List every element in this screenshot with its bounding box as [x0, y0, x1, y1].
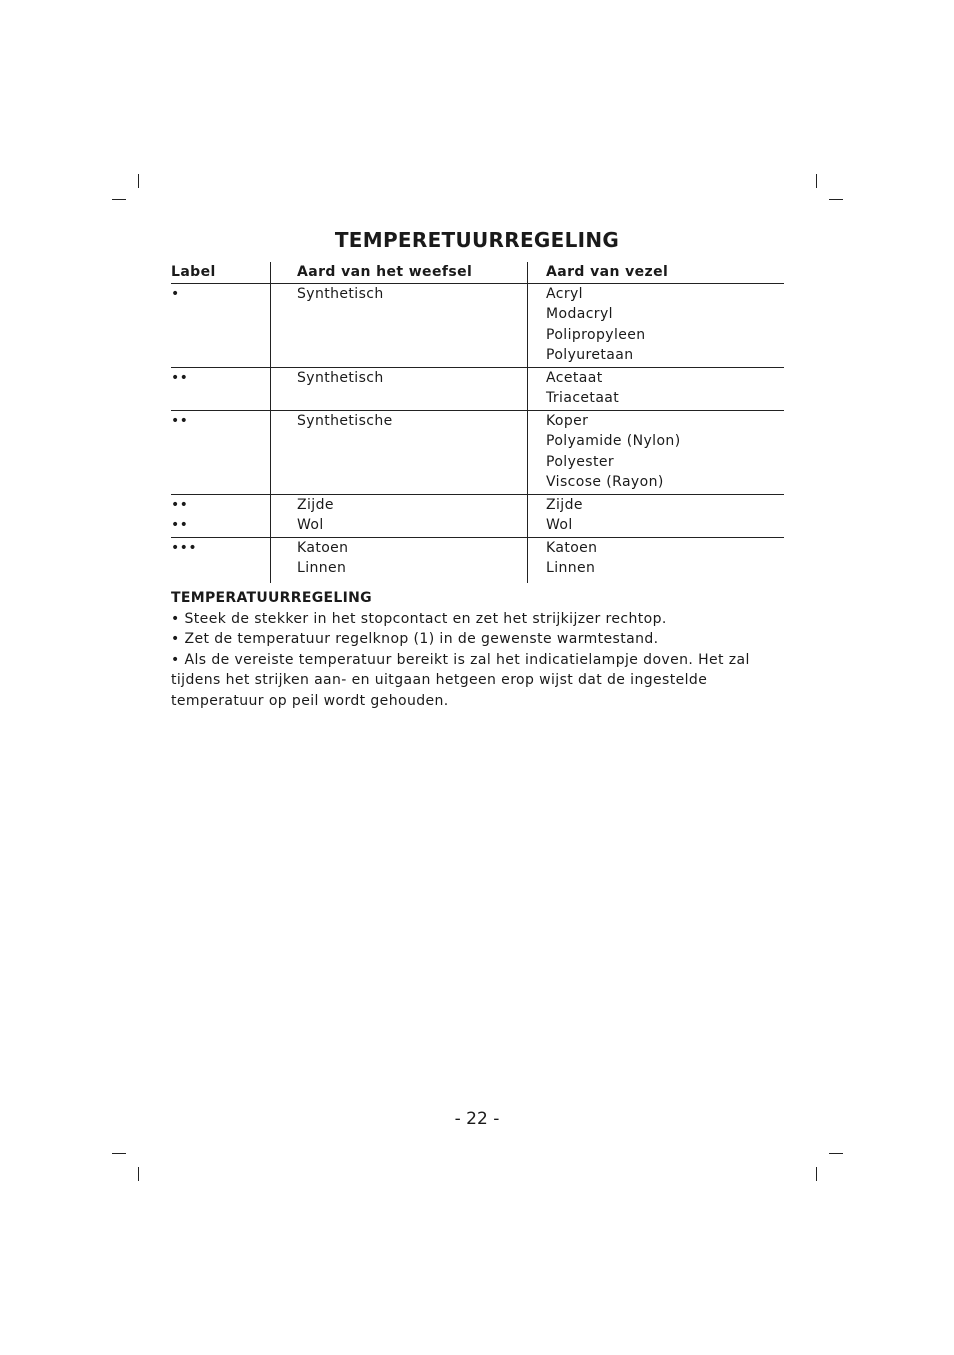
label-cell	[171, 367, 271, 410]
section-heading: TEMPERATUURREGELING	[171, 590, 372, 606]
fiber-text: Triacetaat	[546, 390, 620, 406]
fabric-cell	[271, 410, 528, 494]
table-row	[171, 410, 784, 494]
fiber-cell	[528, 494, 785, 537]
page-title: TEMPERETUURREGELING	[334, 228, 620, 252]
fiber-text: Polyester	[546, 453, 615, 470]
fiber-cell	[528, 410, 785, 494]
temperature-table	[171, 262, 784, 583]
fiber-text: Polipropyleen	[546, 326, 646, 343]
crop-mark-top-right-vertical	[816, 174, 817, 188]
fiber-text: Linnen	[546, 560, 596, 576]
instruction-bullet: • Steek de stekker in het stopcontact en zet het strijkijzer rechtop.	[171, 610, 667, 627]
instructions-section	[171, 588, 784, 711]
label-dots: ••	[171, 412, 189, 429]
crop-mark-bottom-left-horizontal	[112, 1153, 126, 1154]
table-header-row	[171, 262, 784, 283]
instruction-bullet: • Zet de temperatuur regelknop (1) in de gewenste warmtestand.	[171, 631, 659, 647]
fiber-text: Zijde	[546, 496, 583, 513]
label-dots: ••	[171, 496, 189, 513]
column-header-fabric: Aard van het weefsel	[271, 262, 528, 283]
fiber-text: Acryl	[546, 285, 583, 302]
fiber-text: Koper	[546, 412, 589, 429]
fabric-text: Linnen	[297, 560, 347, 576]
fabric-text: Synthetisch	[297, 285, 384, 302]
fiber-cell	[528, 367, 785, 410]
fiber-text: Wol	[546, 517, 573, 533]
fabric-text: Synthetische	[297, 412, 393, 429]
label-dots: •••	[171, 539, 197, 556]
column-header-label: Label	[171, 262, 271, 283]
fabric-text: Synthetisch	[297, 369, 384, 386]
fiber-text: Acetaat	[546, 369, 603, 386]
crop-mark-top-left-vertical	[138, 174, 139, 188]
fabric-cell	[271, 367, 528, 410]
crop-mark-bottom-left-vertical	[138, 1167, 139, 1181]
fabric-cell	[271, 537, 528, 583]
fabric-cell	[271, 494, 528, 537]
label-dots: ••	[171, 369, 189, 386]
fabric-text: Zijde	[297, 496, 334, 513]
label-cell	[171, 537, 271, 583]
label-cell	[171, 283, 271, 367]
table-row	[171, 537, 784, 583]
fiber-cell	[528, 283, 785, 367]
fabric-text: Wol	[297, 517, 324, 533]
fabric-cell	[271, 283, 528, 367]
crop-mark-bottom-right-horizontal	[829, 1153, 843, 1154]
fiber-text: Polyamide (Nylon)	[546, 433, 681, 449]
table-row	[171, 367, 784, 410]
label-cell	[171, 494, 271, 537]
fiber-text: Modacryl	[546, 306, 613, 322]
fiber-cell	[528, 537, 785, 583]
label-cell	[171, 410, 271, 494]
table-row	[171, 494, 784, 537]
crop-mark-top-left-horizontal	[112, 199, 126, 200]
page-number: - 22 -	[454, 1109, 500, 1129]
crop-mark-bottom-right-vertical	[816, 1167, 817, 1181]
table-row	[171, 283, 784, 367]
fiber-text: Katoen	[546, 539, 598, 556]
label-dots: ••	[171, 517, 189, 533]
fabric-text: Katoen	[297, 539, 349, 556]
crop-mark-top-right-horizontal	[829, 199, 843, 200]
fiber-text: Viscose (Rayon)	[546, 474, 664, 490]
fiber-text: Polyuretaan	[546, 347, 634, 363]
column-header-fiber: Aard van vezel	[528, 262, 785, 283]
label-dots: •	[171, 285, 180, 302]
instruction-bullet: • Als de vereiste temperatuur bereikt is zal het indicatielampje doven. Het zal tijdens het strijken aan- en uitgaan hetgeen erop wijst dat de ingestelde temperatuur op peil wordt gehouden.	[171, 651, 750, 709]
